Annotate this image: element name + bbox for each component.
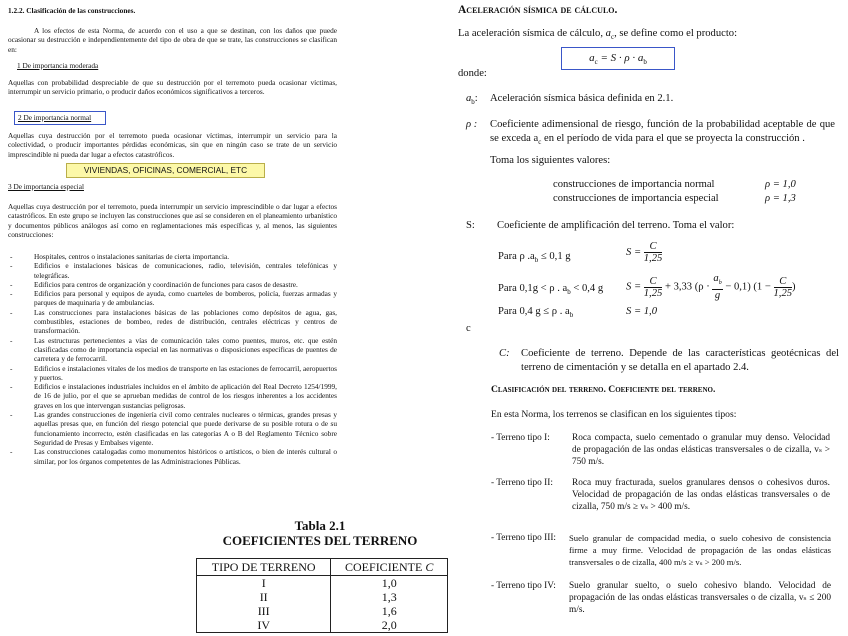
frac-num: C (774, 276, 793, 288)
ab-subscript: b (471, 98, 475, 107)
frac-ab: a (713, 273, 719, 284)
case-cond: Para ρ .a (498, 251, 535, 262)
classification-heading: Clasificación del terreno. Coeficiente del terreno. (491, 384, 716, 395)
soil-type-1 (491, 432, 831, 470)
case-2-tail: − 0,1) (1 − (722, 281, 774, 293)
case-1-condition (498, 250, 571, 267)
c-definition: Coeficiente de terreno. Depende de las características geotécnicas del terreno de cimentación y se detalla en el apartado 2.4. (521, 348, 839, 373)
case-2-close: ) (792, 281, 796, 293)
category-3-title: 3 De importancia especial (8, 182, 84, 191)
classification-intro: En esta Norma, los terrenos se clasifican en los siguientes tipos: (491, 409, 737, 420)
rho-text-sub: c (538, 138, 542, 147)
special-importance-label: construcciones de importancia especial (553, 193, 719, 204)
table-header-tipo: TIPO DE TERRENO (197, 559, 331, 576)
frac-num: C (644, 276, 663, 288)
c-symbol: C: (499, 348, 510, 359)
formula-lhs-sub: c (594, 58, 598, 67)
case-res: S = (626, 246, 644, 258)
table-row (197, 576, 448, 591)
soil-text: Suelo granular de compacidad media, o suelo cohesivo de consistencia firme a muy firme. Velocidad de propagación de las ondas elásticas transversales o de cizalla, 400 m/s ≥ vₛ > 200 m/s. (569, 533, 831, 568)
fraction (644, 276, 663, 299)
frac-den: 1,25 (773, 287, 793, 299)
case-cond-end: ≤ 0,1 g (538, 251, 571, 262)
table-cell-tipo: IV (197, 618, 331, 633)
acceleration-intro (458, 27, 737, 44)
table-cell-coef: 1,3 (331, 590, 448, 604)
table-row (197, 590, 448, 604)
rho-text-end: en el período de vida para el que se proyecta la construcción . (541, 133, 805, 144)
construction-list (8, 252, 337, 466)
normal-importance-value: ρ = 1,0 (765, 179, 796, 190)
table-cell-coef: 2,0 (331, 618, 448, 633)
coefficients-table (196, 558, 448, 633)
formula-lhs: a (589, 52, 595, 64)
table-header-coef-symbol: C (425, 560, 434, 574)
list-item: - Las estructuras pertenecientes a vías de comunicación tales como puentes, muros, etc. que estén clasificadas como de importancia especial en las normativas o disposiciones específicas de puentes de carretera y de ferrocarril. (8, 336, 337, 364)
list-item: - Edificios e instalaciones vitales de los medios de transporte en las estaciones de ferrocarril, aeropuertos y puertos. (8, 364, 337, 383)
stray-mark: c (466, 323, 471, 334)
table-cell-tipo: III (197, 604, 331, 618)
intro-text-b: , se define como el producto: (614, 28, 738, 39)
list-item: - Hospitales, centros o instalaciones sanitarias de cierta importancia. (8, 252, 337, 261)
intro-subscript: c (610, 33, 615, 42)
table-cell-coef: 1,6 (331, 604, 448, 618)
case-2-mid: + 3,33 (ρ · (662, 281, 713, 293)
soil-text: Suelo granular suelto, o suelo cohesivo blando. Velocidad de propagación de las ondas elásticas transversales o de cizalla, vₛ ≤ 200 m/s. (569, 581, 831, 616)
soil-type-4 (491, 580, 831, 620)
normal-importance-label: construcciones de importancia normal (553, 179, 715, 190)
case-2-result (626, 273, 796, 301)
frac-den: 1,25 (643, 287, 663, 299)
s-definition: Coeficiente de amplificación del terreno. Toma el valor: (497, 220, 735, 231)
frac-num (712, 273, 722, 290)
frac-ab-sub: b (718, 280, 722, 287)
category-2-title: 2 De importancia normal (18, 113, 92, 122)
soil-label: - Terreno tipo I: (491, 433, 550, 443)
case-cond-sub: b (567, 288, 571, 297)
soil-type-3 (491, 532, 831, 570)
right-heading: Aceleración sísmica de cálculo. (458, 4, 618, 16)
fraction (712, 273, 722, 301)
list-item: - Las construcciones catalogadas como monumentos históricos o artísticos, o bien de interés cultural o similar, por los órganos competentes de las Administraciones Públicas. (8, 447, 337, 466)
frac-den: 1,25 (643, 253, 663, 264)
case-cond-sub: b (534, 256, 539, 265)
s-symbol: S: (466, 220, 475, 231)
ab-colon: : (474, 93, 478, 104)
intro-symbol: a (605, 28, 611, 39)
toma-valores: Toma los siguientes valores: (490, 155, 611, 166)
frac-den: g (714, 290, 721, 302)
rho-definition (490, 118, 835, 149)
soil-text: Roca compacta, suelo cementado o granular muy denso. Velocidad de propagación de las ondas elásticas transversales o de cizalla, vₛ > 750 m/s. (572, 433, 830, 468)
list-item: - Edificios e instalaciones básicas de comunicaciones, radio, televisión, centrales telefónicas y telegráficas. (8, 261, 337, 280)
formula-rhs-sub: b (643, 58, 647, 67)
list-item: - Las construcciones para instalaciones básicas de las poblaciones como depósitos de agua, gas, combustibles, estaciones de bombeo, redes de distribución, centrales eléctricas y centros de transformación. (8, 308, 337, 336)
table-cell-tipo: II (197, 590, 331, 604)
list-item: - Edificios para personal y equipos de ayuda, como cuarteles de bomberos, policía, fuerzas armadas y parques de maquinaria y de ambulancias. (8, 289, 337, 308)
list-item: - Las grandes construcciones de ingeniería civil como centrales nucleares o térmicas, grandes presas y aquellas presas que, en función del riesgo potencial que puede derivarse de su posible rotura o de su funcionamiento incorrecto, estén clasificadas en las categorías A o B del Reglamento Técnico sobre Seguridad de Presas y Embalses vigente. (8, 410, 337, 447)
soil-text: Roca muy fracturada, suelos granulares densos o cohesivos duros. Velocidad de propagación de las ondas elásticas transversales o de cizalla, 750 m/s ≥ vₛ > 400 m/s. (572, 478, 830, 513)
table-row (197, 618, 448, 633)
section-heading: 1.2.2. Clasificación de las construcciones. (8, 6, 136, 15)
rho-text: Coeficiente adimensional de riesgo, función de la probabilidad aceptable de que se exceda a (490, 119, 835, 144)
case-3-condition (498, 305, 573, 322)
soil-type-2 (491, 477, 831, 515)
ab-symbol (466, 92, 478, 109)
case-cond-end: < 0,4 g (570, 283, 604, 294)
category-1-title: 1 De importancia moderada (17, 61, 99, 70)
table-cell-tipo: I (197, 576, 331, 591)
table-header-row (197, 559, 448, 576)
category-3-text: Aquellas cuya destrucción por el terremoto, pueda interrumpir un servicio imprescindible o dar lugar a efectos catastróficos. En este grupo se incluyen las construcciones que así se consideren en el planeamiento urbanístico y documentos públicos análogos así como en reglamentaciones más específicas y, al menos, las siguientes construcciones: (8, 202, 337, 239)
list-item: - Edificios para centros de organización y coordinación de funciones para casos de desastre. (8, 280, 337, 289)
frac-num: C (644, 241, 663, 253)
case-2-condition (498, 282, 603, 299)
table-header-coef-label: COEFICIENTE (345, 560, 426, 574)
rho-symbol: ρ : (466, 119, 478, 130)
ab-letter: a (466, 93, 472, 104)
category-1-text: Aquellas con probabilidad despreciable de que su destrucción por el terremoto pueda ocasionar víctimas, interrumpir un servicio primario, o producir daños económicos significativos a terceros. (8, 78, 337, 97)
list-item: - Edificios e instalaciones industriales incluidos en el ámbito de aplicación del Real Decreto 1254/1999, de 16 de julio, por el que se aprueban medidas de control de los riesgos inherentes a los accidentes graves en los que intervengan sustancias peligrosas. (8, 382, 337, 410)
soil-label: - Terreno tipo III: (491, 533, 557, 543)
case-1-result (626, 241, 662, 264)
ab-definition: Aceleración sísmica básica definida en 2.1. (490, 93, 674, 104)
table-header-coef (331, 559, 448, 576)
table-cell-coef: 1,0 (331, 576, 448, 591)
case-cond: Para 0,4 g ≤ ρ . a (498, 306, 570, 317)
highlight-note: VIVIENDAS, OFICINAS, COMERCIAL, ETC (66, 163, 265, 178)
intro-paragraph: A los efectos de esta Norma, de acuerdo con el uso a que se destinan, con los daños que puede ocasionar su destrucción e independientemente del tipo de obra de que se trate, las construcciones se clasifican en: (8, 26, 337, 54)
formula-box (561, 47, 675, 70)
donde-label: donde: (458, 68, 487, 79)
category-2-text: Aquellas cuya destrucción por el terremoto pueda ocasionar víctimas, interrumpir un servicio para la colectividad, o producir importantes pérdidas económicas, sin que en ningún caso se trate de un servicio imprescindible ni pueda dar lugar a efectos catastróficos. (8, 131, 337, 159)
intro-text-a: La aceleración sísmica de cálculo, (458, 28, 606, 39)
case-3-result: S = 1,0 (626, 306, 657, 317)
formula-rhs: = S · ρ · a (597, 52, 644, 64)
special-importance-value: ρ = 1,3 (765, 193, 796, 204)
soil-label: - Terreno tipo II: (491, 478, 553, 488)
fraction (644, 241, 663, 264)
fraction (774, 276, 793, 299)
case-cond-sub: b (569, 311, 574, 320)
table-title: Tabla 2.1 (294, 518, 346, 533)
soil-label: - Terreno tipo IV: (491, 581, 556, 591)
category-2-box (14, 111, 106, 125)
table-row (197, 604, 448, 618)
table-subtitle: COEFICIENTES DEL TERRENO (222, 533, 418, 548)
case-res: S = (626, 281, 644, 293)
case-cond: Para 0,1g < ρ . a (498, 283, 568, 294)
